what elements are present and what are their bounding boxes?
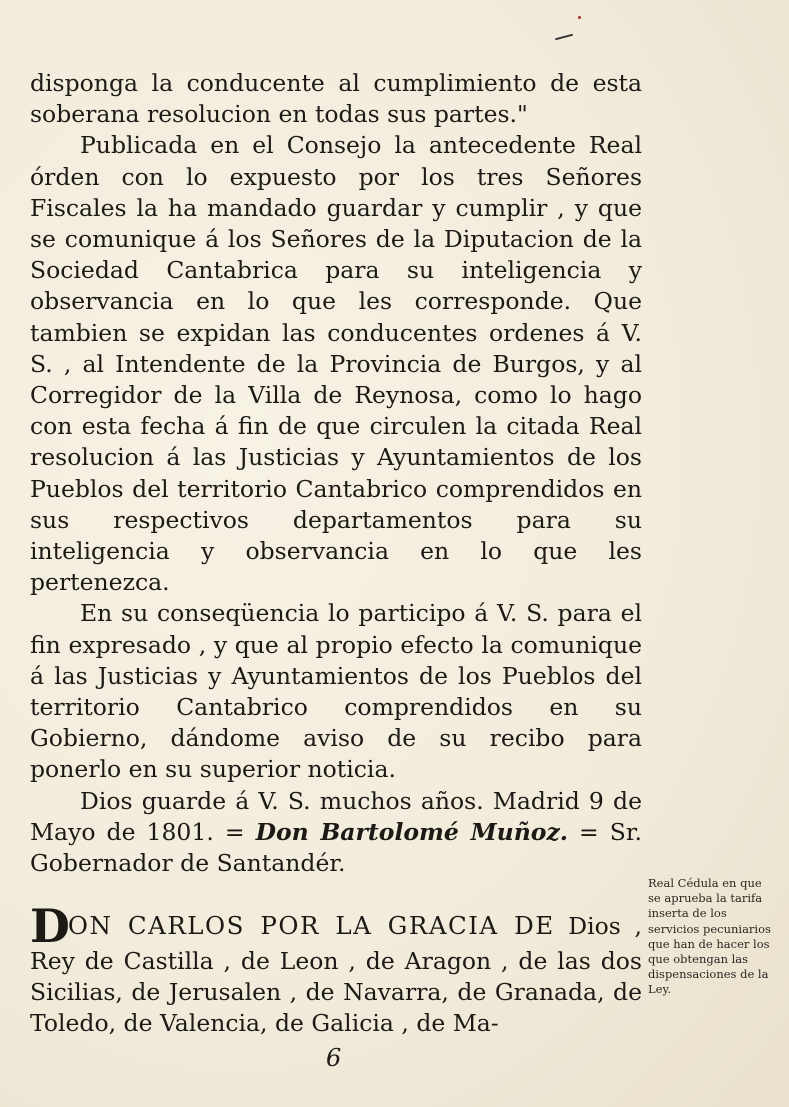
decree-text: Dios , Rey de Castilla , de Leon , de Aragon , de las dos Sicilias, de Jerusalen , de Navarra, de Granada, de Toledo, de Valencia, de Galicia , de Ma- (30, 912, 642, 1038)
pen-mark (555, 34, 573, 41)
ink-spot (578, 16, 581, 19)
royal-decree-opening (30, 899, 642, 1040)
decree-heading: ON CARLOS POR LA GRACIA DE (67, 911, 555, 940)
page-number: 6 (326, 1044, 342, 1072)
drop-capital: D (30, 899, 68, 953)
closing-paragraph (30, 786, 642, 880)
paragraph-2: Publicada en el Consejo la antecedente Real órden con lo expuesto por los tres Señores Fiscales la ha mandado guardar y cumplir , y que se comunique á los Señores de la Diputacion de la Sociedad Cantabrica para su inteligencia y observancia en lo que les corresponde. Que tambien se expidan las conducentes ordenes á V. S. , al Intendente de la Provincia de Burgos, y al Corregidor de la Villa de Reynosa, como lo hago con esta fecha á fin de que circulen la citada Real resolucion á las Justicias y Ayuntamientos de los Pueblos del territorio Cantabrico comprendidos en sus respectivos departamentos para su inteligencia y observancia en lo que les pertenezca. (30, 131, 642, 597)
margin-note: Real Cédula en que se aprueba la tarifa inserta de los servicios pecuniarios que han de hacer los que obtengan las dispensaciones de la Ley. (648, 876, 771, 997)
paragraph-1: disponga la conducente al cumplimiento de esta soberana resolucion en todas sus partes." (30, 69, 642, 129)
signature: Don Bartolomé Muñoz. (255, 817, 568, 846)
closing-text: Dios guarde á V. S. muchos años. Madrid 9 de Mayo de 1801. = (30, 786, 642, 846)
closing-after: = Sr. Gobernador de Santandér. (30, 817, 642, 878)
paragraph-3: En su conseqüencia lo participo á V. S. para el fin expresado , y que al propio efecto la comunique á las Justicias y Ayuntamientos de los Pueblos del territorio Cantabrico comprendidos en su Gobierno, dándome aviso de su recibo para ponerlo en su superior noticia. (30, 599, 642, 784)
main-text (30, 68, 642, 879)
